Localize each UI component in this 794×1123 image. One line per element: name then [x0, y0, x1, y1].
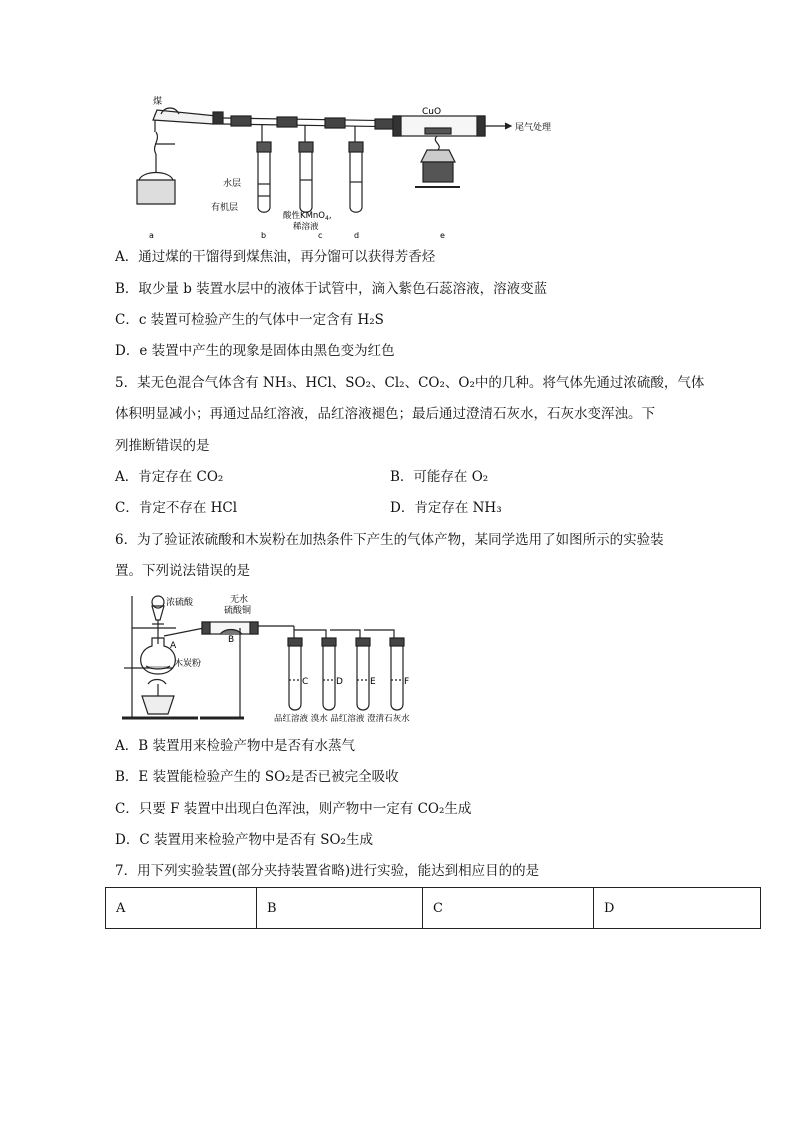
sulfuric-acid-charcoal-diagram — [118, 588, 448, 724]
kmno4-label: 酸性KMnO$_4$, — [283, 211, 332, 222]
q4-option-b: B．取少量 b 装置水层中的液体于试管中，滴入紫色石蕊溶液，溶液变蓝 — [115, 281, 548, 297]
conc-h2so4-label: 浓硫酸 — [166, 598, 194, 608]
letter-E: E — [370, 677, 376, 687]
letter-F: F — [404, 677, 410, 687]
charcoal-label: 木炭粉 — [174, 659, 202, 669]
q7-cell-b: B — [257, 888, 423, 929]
letter-C: C — [302, 677, 309, 687]
q4-option-d: D．e 装置中产生的现象是固体由黑色变为红色 — [115, 343, 395, 359]
q5-option-a: A．肯定存在 CO₂ — [115, 469, 224, 485]
q7-cell-a: A — [106, 888, 257, 929]
q5-option-c: C．肯定不存在 HCl — [115, 500, 238, 516]
q6-option-a: A．B 装置用来检验产物中是否有水蒸气 — [115, 738, 355, 754]
exhaust-label: 尾气处理 — [515, 123, 552, 133]
q6-option-c: C．只要 F 装置中出现白色浑浊，则产物中一定有 CO₂生成 — [115, 801, 472, 817]
anhydrous-label-1: 无水 — [230, 595, 249, 605]
q7-cell-d: D — [594, 888, 761, 929]
letter-e: e — [440, 231, 445, 240]
dilute-solution-label: 稀溶液 — [293, 222, 319, 232]
q7-cell-c: C — [423, 888, 594, 929]
q6-stem-line2: 置。下列说法错误的是 — [115, 563, 250, 579]
letter-B: B — [228, 635, 235, 645]
reagent-labels: 品红溶液 溴水 品红溶液 澄清石灰水 — [274, 714, 410, 724]
cuo-label: CuO — [422, 107, 442, 117]
letter-D: D — [336, 677, 343, 687]
q6-stem-line1: 6．为了验证浓硫酸和木炭粉在加热条件下产生的气体产物，某同学选用了如图所示的实验装 — [115, 532, 664, 548]
q6-option-d: D．C 装置用来检验产物中是否有 SO₂生成 — [115, 832, 373, 848]
q6-option-b: B．E 装置能检验产生的 SO₂是否已被完全吸收 — [115, 769, 399, 785]
letter-A: A — [170, 641, 177, 651]
water-layer-label: 水层 — [223, 179, 242, 189]
q5-stem-line3: 列推断错误的是 — [115, 438, 210, 454]
anhydrous-label-2: 硫酸铜 — [224, 606, 252, 616]
coal-label: 煤 — [153, 97, 163, 107]
q7-stem: 7．用下列实验装置(部分夹持装置省略)进行实验，能达到相应目的的是 — [115, 863, 540, 879]
letter-b: b — [261, 231, 267, 240]
q4-option-a: A．通过煤的干馏得到煤焦油，再分馏可以获得芳香烃 — [115, 249, 436, 265]
letter-d: d — [354, 231, 360, 240]
coal-distillation-diagram — [125, 92, 565, 242]
letter-c: c — [318, 231, 323, 240]
q5-option-d: D．肯定存在 NH₃ — [390, 500, 502, 516]
q7-options-table — [105, 887, 761, 929]
q4-option-c: C．c 装置可检验产生的气体中一定含有 H₂S — [115, 312, 384, 328]
organic-layer-label: 有机层 — [211, 203, 239, 213]
letter-a: a — [149, 231, 154, 240]
q5-option-b: B．可能存在 O₂ — [390, 469, 489, 485]
q5-stem-line1: 5．某无色混合气体含有 NH₃、HCl、SO₂、Cl₂、CO₂、O₂中的几种。将气体先通过浓硫酸，气体 — [115, 375, 705, 391]
q5-stem-line2: 体积明显减小；再通过品红溶液，品红溶液褪色；最后通过澄清石灰水，石灰水变浑浊。下 — [115, 406, 655, 422]
